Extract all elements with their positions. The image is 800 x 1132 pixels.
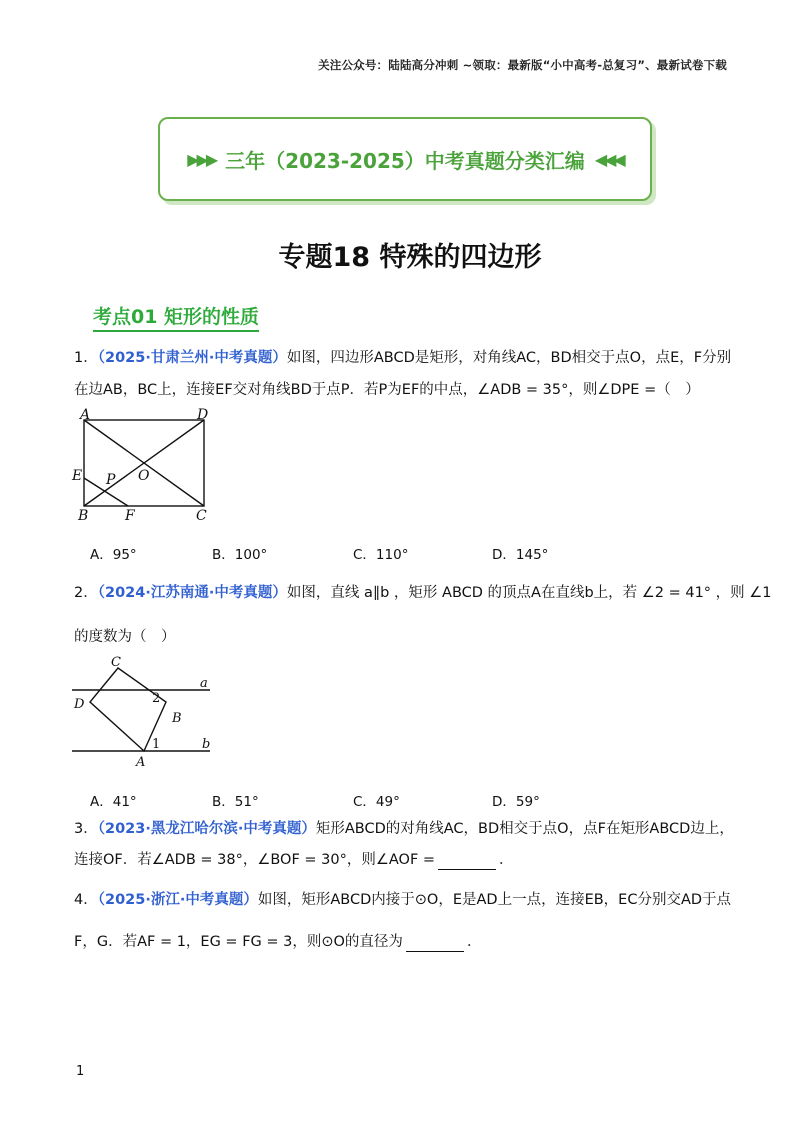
question-1-option-b: B．100° xyxy=(212,547,268,563)
question-3-text-2: 连接OF．若∠ADB = 38°，∠BOF = 30°，则∠AOF = xyxy=(74,852,436,868)
question-2-option-d: D．59° xyxy=(492,794,540,810)
label-d: D xyxy=(74,697,85,712)
label-a: A xyxy=(80,407,91,423)
question-1-option-a: A．95° xyxy=(90,547,137,563)
label-b: B xyxy=(172,711,182,726)
answer-blank[interactable] xyxy=(406,937,464,952)
page-number: 1 xyxy=(76,1064,85,1079)
question-1-option-c: C．110° xyxy=(353,547,409,563)
question-1-figure xyxy=(66,404,216,524)
label-d: D xyxy=(197,407,209,423)
banner-text: 三年（2023-2025）中考真题分类汇编 xyxy=(225,148,585,173)
question-1-source: （2025·甘肃兰州·中考真题） xyxy=(97,350,287,366)
banner-arrows-left: ▶▶▶ xyxy=(187,149,216,169)
label-o: O xyxy=(138,468,150,484)
question-2-text-1: 如图，直线 a∥b ，矩形 ABCD 的顶点A在直线b上，若 ∠2 = 41° ，则 ∠1 xyxy=(286,585,772,601)
question-2-option-a: A．41° xyxy=(90,794,137,810)
label-c: C xyxy=(111,655,121,670)
question-3-text-end: ． xyxy=(499,852,514,868)
label-a-line: a xyxy=(200,676,208,691)
question-2-figure xyxy=(66,652,226,770)
label-c: C xyxy=(196,508,207,524)
question-2-source: （2024·江苏南通·中考真题） xyxy=(97,585,287,601)
question-3-line-1 xyxy=(74,819,734,839)
question-4-number: 4． xyxy=(74,892,98,908)
question-2-number: 2． xyxy=(74,585,98,601)
question-2-text-2: 的度数为（ ） xyxy=(74,629,176,645)
question-1-line-2 xyxy=(74,380,700,400)
question-4-text-end: ． xyxy=(466,934,482,950)
label-b-line: b xyxy=(202,737,211,752)
banner-arrows-right: ◀◀◀ xyxy=(594,149,623,169)
header-note: 关注公众号：陆陆高分冲刺 ~领取：最新版“小中高考-总复习”、最新试卷下载 xyxy=(318,58,727,72)
question-4-text-2: F，G．若AF = 1，EG = FG = 3，则⊙O的直径为 xyxy=(74,934,403,950)
title-banner xyxy=(158,117,652,201)
question-4-text-1: 如图，矩形ABCD内接于⊙O，E是AD上一点，连接EB，EC分别交AD于点 xyxy=(257,892,732,908)
label-angle-1: 1 xyxy=(152,737,161,752)
question-2-option-c: C．49° xyxy=(353,794,400,810)
label-a: A xyxy=(136,755,146,770)
label-angle-2: 2 xyxy=(152,691,161,706)
question-1-number: 1． xyxy=(74,350,98,366)
label-p: P xyxy=(106,472,116,488)
answer-blank[interactable] xyxy=(438,855,496,870)
question-3-line-2 xyxy=(74,850,514,870)
label-b: B xyxy=(78,508,89,524)
question-1-text-2: 在边AB，BC上，连接EF交对角线BD于点P．若P为EF的中点，∠ADB = 35°，则∠DPE =（ ） xyxy=(74,382,700,398)
label-f: F xyxy=(125,508,135,524)
question-1-options xyxy=(90,543,710,563)
question-1-text-1: 如图，四边形ABCD是矩形，对角线AC，BD相交于点O，点E，F分别 xyxy=(286,350,732,366)
question-3-number: 3． xyxy=(74,821,98,837)
question-2-line-2 xyxy=(74,627,176,647)
label-e: E xyxy=(72,468,83,484)
question-2-options xyxy=(90,790,710,810)
section-title: 考点01 矩形的性质 xyxy=(93,302,259,332)
question-4-line-2 xyxy=(74,932,481,952)
question-1-line-1 xyxy=(74,348,731,368)
question-1-option-d: D．145° xyxy=(492,547,549,563)
question-4-source: （2025·浙江·中考真题） xyxy=(97,892,258,908)
question-2-option-b: B．51° xyxy=(212,794,259,810)
question-3-text-1: 矩形ABCD的对角线AC，BD相交于点O，点F在矩形ABCD边上， xyxy=(315,821,734,837)
question-3-source: （2023·黑龙江哈尔滨·中考真题） xyxy=(97,821,316,837)
document-title: 专题18 特殊的四边形 xyxy=(278,242,542,273)
question-2-line-1 xyxy=(74,583,772,603)
question-4-line-1 xyxy=(74,890,731,910)
